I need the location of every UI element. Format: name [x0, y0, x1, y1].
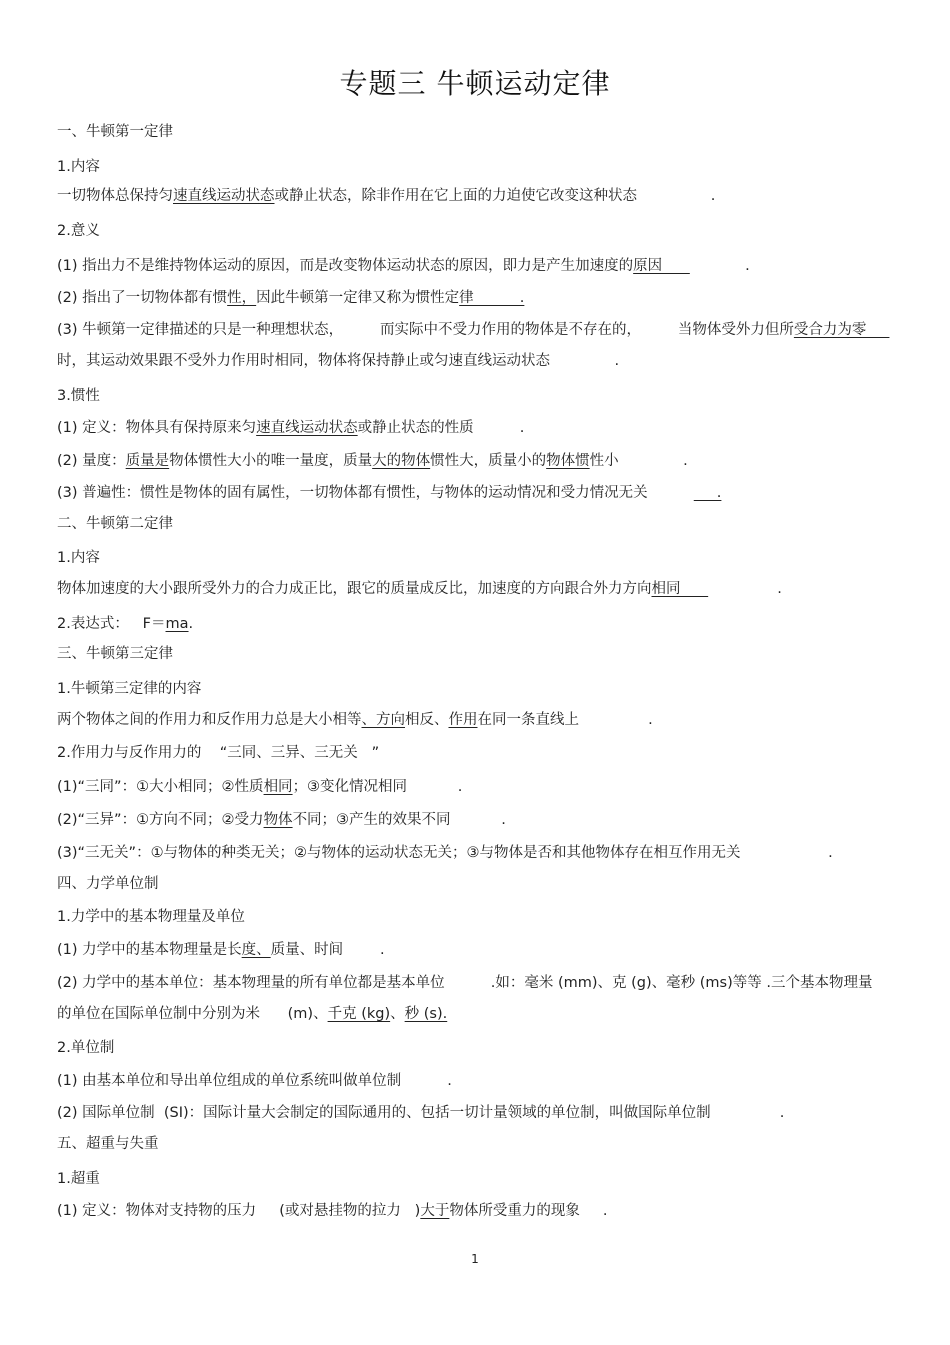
text-segment: 一切物体总保持匀	[57, 188, 173, 204]
text-line	[57, 221, 100, 241]
text-segment: 惯性大，质量小的	[430, 453, 547, 469]
text-segment: .	[550, 353, 620, 369]
text-segment: (1) 定义：物体具有保持原来匀	[57, 420, 257, 436]
text-segment: 一、牛顿第一定律	[57, 124, 173, 140]
underlined-answer: 受合力为零	[793, 322, 890, 338]
text-segment: 的单位在国际单位制中分别为米 (m)、	[57, 1006, 328, 1022]
underlined-answer: 、方向	[361, 712, 405, 728]
page-number: 1	[471, 1252, 479, 1266]
underlined-answer: 物体	[263, 812, 293, 828]
text-line	[57, 874, 159, 894]
text-line	[57, 614, 193, 634]
text-segment: 物体所受重力的现象	[449, 1203, 580, 1219]
text-segment: (2) 力学中的基本单位：基本物理量的所有单位都是基本单位 .如：毫米 (mm)、克 (g)、毫秒 (ms)等等 .三个基本物理量	[57, 975, 873, 991]
text-line	[57, 451, 688, 471]
text-line	[57, 710, 653, 730]
text-segment: (1) 由基本单位和导出单位组成的单位系统叫做单位制	[57, 1073, 402, 1089]
underlined-answer: 速直线运动状态	[173, 188, 275, 204]
text-segment: .	[401, 1073, 452, 1089]
text-segment: 性小	[589, 453, 619, 469]
text-segment: 物体加速度的大小跟所受外力的合力成正比，跟它的质量成反比，加速度的方向跟合外力方向	[57, 581, 652, 597]
text-segment: 2.单位制	[57, 1040, 115, 1056]
text-segment: .	[188, 616, 194, 632]
text-line	[57, 157, 100, 177]
text-segment: 物体惯性大小的唯一量度，质量	[169, 453, 373, 469]
text-segment: 1.内容	[57, 159, 100, 175]
text-line	[57, 1103, 784, 1123]
text-segment: 2.表达式： F＝	[57, 616, 166, 632]
underlined-answer: 大于	[420, 1203, 450, 1219]
text-line	[57, 973, 872, 993]
text-line	[57, 351, 619, 371]
text-segment: .	[637, 188, 716, 204]
text-segment: (1)“三同”：①大小相同；②性质	[57, 779, 264, 795]
text-segment: .	[689, 258, 750, 274]
text-line	[57, 483, 721, 503]
underlined-answer: .	[693, 485, 722, 501]
text-segment: 或静止状态的性质	[357, 420, 474, 436]
text-segment: (1) 指出力不是维持物体运动的原因，而是改变物体运动状态的原因，即力是产生加速度的	[57, 258, 634, 274]
text-segment: .	[618, 453, 688, 469]
text-segment: 、	[390, 1006, 405, 1022]
text-line	[57, 940, 385, 960]
text-line	[57, 679, 201, 699]
underlined-answer: 千克 (kg)	[327, 1006, 391, 1022]
text-segment	[648, 485, 694, 501]
text-segment: 1.力学中的基本物理量及单位	[57, 909, 245, 925]
text-line	[57, 186, 715, 206]
text-segment: 2.作用力与反作用力的 “三同、三异、三无关 ”	[57, 745, 380, 761]
text-line	[57, 418, 524, 438]
text-line	[57, 1134, 159, 1154]
text-line	[57, 548, 100, 568]
text-line	[57, 1201, 608, 1221]
underlined-answer: 原因	[633, 258, 690, 274]
text-segment: 1.牛顿第三定律的内容	[57, 681, 202, 697]
text-segment: (2) 国际单位制 (SI)：国际计量大会制定的国际通用的、包括一切计量领域的单位制，叫做国际单位制	[57, 1105, 711, 1121]
text-segment: .	[343, 942, 385, 958]
text-segment: .	[708, 581, 782, 597]
text-line	[57, 843, 833, 863]
text-segment: 3.惯性	[57, 388, 100, 404]
text-segment: (2) 指出了一切物体都有惯	[57, 290, 228, 306]
text-line	[57, 1004, 447, 1024]
underlined-answer: 相同	[651, 581, 709, 597]
text-segment: 或静止状态，除非作用在它上面的力迫使它改变这种状态	[274, 188, 637, 204]
underlined-answer: 秒 (s).	[404, 1006, 448, 1022]
text-segment: 三、牛顿第三定律	[57, 646, 173, 662]
text-segment: 四、力学单位制	[57, 876, 159, 892]
text-line	[57, 1038, 114, 1058]
text-line	[57, 810, 506, 830]
text-segment: .	[407, 779, 463, 795]
text-segment: 时，其运动效果跟不受外力作用时相同，物体将保持静止或匀速直线运动状态	[57, 353, 550, 369]
text-line	[57, 122, 173, 142]
text-line	[57, 386, 100, 406]
text-segment: .	[710, 1105, 785, 1121]
underlined-answer: 作用	[448, 712, 478, 728]
text-segment: 2.意义	[57, 223, 100, 239]
text-line	[57, 1169, 100, 1189]
text-line	[57, 1071, 452, 1091]
text-segment: (2)“三异”：①方向不同；②受力	[57, 812, 264, 828]
text-line	[57, 743, 379, 763]
underlined-answer: 质量是	[125, 453, 170, 469]
underlined-answer: 度、	[241, 942, 271, 958]
text-line	[57, 320, 889, 340]
text-segment: (3) 牛顿第一定律描述的只是一种理想状态， 而实际中不受力作用的物体是不存在的， 当物体受外力但所	[57, 322, 794, 338]
text-line	[57, 579, 782, 599]
text-line	[57, 777, 462, 797]
text-segment: (1) 力学中的基本物理量是长	[57, 942, 242, 958]
text-segment: 两个物体之间的作用力和反作用力总是大小相等	[57, 712, 362, 728]
text-segment: (3)“三无关”：①与物体的种类无关；②与物体的运动状态无关；③与物体是否和其他物体存在相互作用无关	[57, 845, 741, 861]
text-segment: .	[740, 845, 833, 861]
text-segment: 相反、	[405, 712, 449, 728]
text-segment: 二、牛顿第二定律	[57, 516, 173, 532]
text-segment: (2) 量度：	[57, 453, 126, 469]
text-segment: ；③变化情况相同	[292, 779, 408, 795]
text-segment: 因此牛顿第一定律又称为惯性定	[256, 290, 460, 306]
text-segment: .	[473, 420, 525, 436]
text-segment: 1.超重	[57, 1171, 100, 1187]
text-segment: 1.内容	[57, 550, 100, 566]
text-line	[57, 907, 245, 927]
underlined-answer: 速直线运动状态	[256, 420, 358, 436]
underlined-answer: 相同	[263, 779, 293, 795]
underlined-answer: 物体惯	[546, 453, 590, 469]
underlined-answer: ma	[165, 616, 189, 632]
text-segment: 不同；③产生的效果不同	[292, 812, 451, 828]
text-line	[57, 256, 750, 276]
underlined-answer: 律 .	[459, 290, 525, 306]
text-segment: .	[450, 812, 506, 828]
text-line	[57, 514, 173, 534]
text-segment: .	[579, 712, 653, 728]
text-line	[57, 288, 524, 308]
text-line	[57, 644, 173, 664]
underlined-answer: 大的物体	[372, 453, 431, 469]
underlined-answer: 性，	[227, 290, 257, 306]
text-segment: (3) 普遍性：惯性是物体的固有属性，一切物体都有惯性，与物体的运动情况和受力情况无关	[57, 485, 648, 501]
text-segment: (1) 定义：物体对支持物的压力 (或对悬挂物的拉力 )	[57, 1203, 421, 1219]
text-segment: 在同一条直线上	[477, 712, 579, 728]
page-title: 专题三 牛顿运动定律	[339, 67, 611, 100]
text-segment: .	[579, 1203, 608, 1219]
text-segment: 质量、时间	[270, 942, 344, 958]
text-segment: 五、超重与失重	[57, 1136, 159, 1152]
